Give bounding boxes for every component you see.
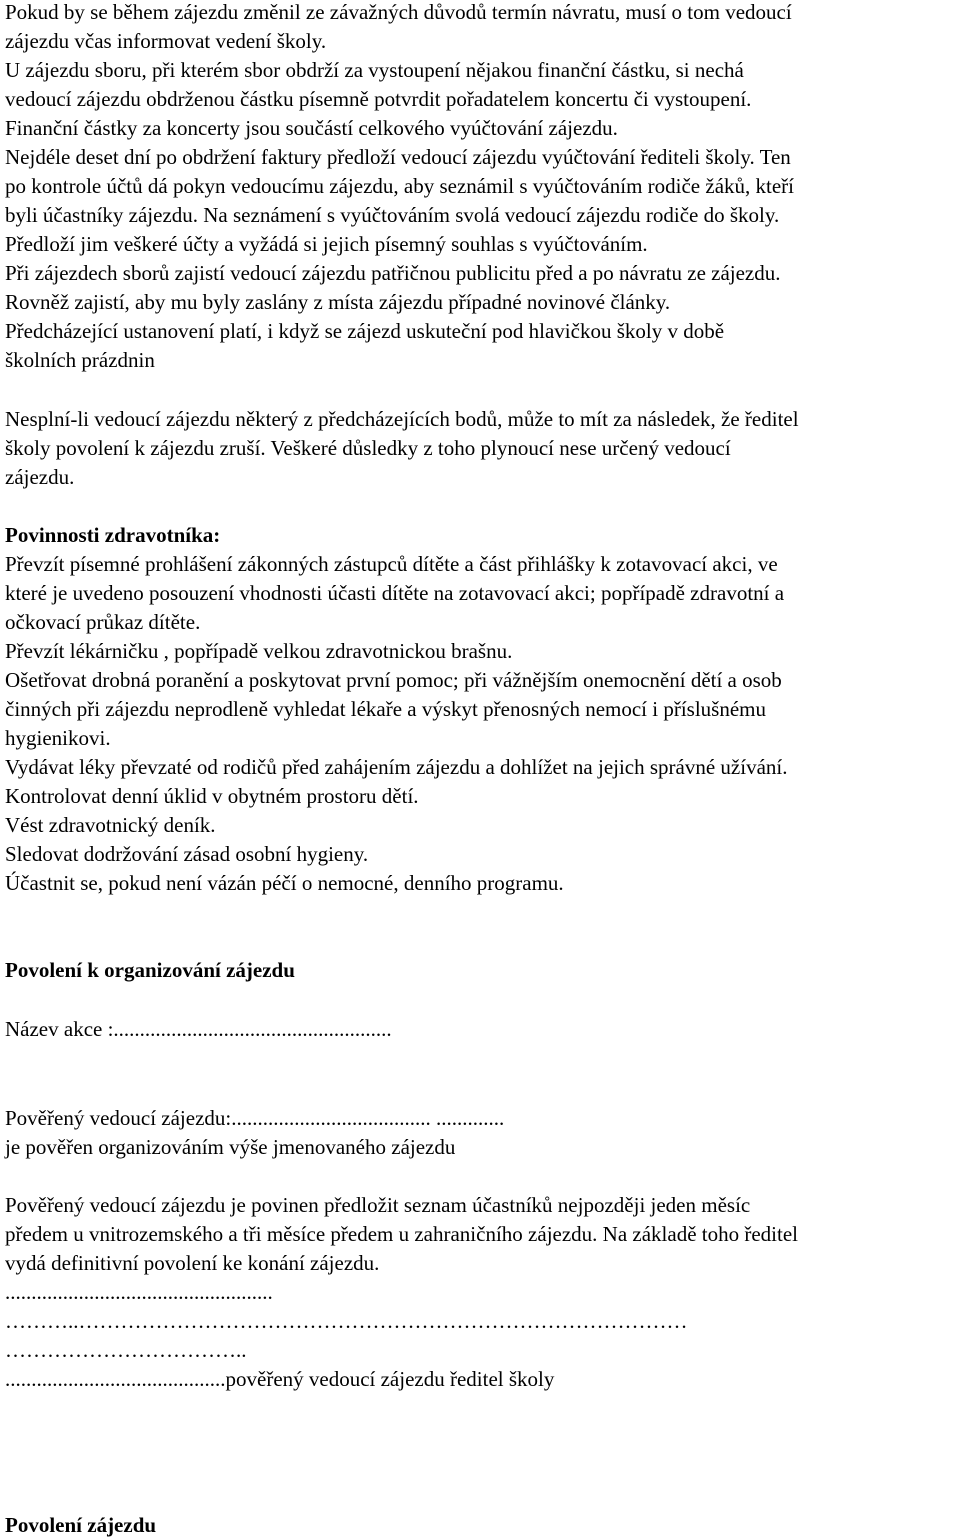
text-line: Finanční částky za koncerty jsou součástí celkového vyúčtování zájezdu. xyxy=(5,116,618,140)
text-line: činných při zájezdu neprodleně vyhledat lékaře a výskyt přenosných nemocí i příslušnému xyxy=(5,697,767,721)
nazev-akce-field: Název akce :..................................................... xyxy=(5,1017,392,1041)
text-line: byli účastníky zájezdu. Na seznámení s vyúčtováním svolá vedoucí zájezdu rodiče do školy. xyxy=(5,203,780,227)
text-line: očkovací průkaz dítěte. xyxy=(5,610,201,634)
text-line: zájezdu včas informovat vedení školy. xyxy=(5,29,327,53)
text-line: Předcházející ustanovení platí, i když se zájezd uskuteční pod hlavičkou školy v době xyxy=(5,319,725,343)
text-line: školních prázdnin xyxy=(5,348,155,372)
text-line: hygienikovi. xyxy=(5,726,111,750)
text-line: Převzít písemné prohlášení zákonných zástupců dítěte a část přihlášky k zotavovací akci, ve xyxy=(5,552,778,576)
text-line: Pokud by se během zájezdu změnil ze závažných důvodů termín návratu, musí o tom vedoucí xyxy=(5,0,792,24)
signature-line: ................................................... xyxy=(5,1280,273,1304)
text-line: Předloží jim veškeré účty a vyžádá si jejich písemný souhlas s vyúčtováním. xyxy=(5,232,648,256)
signature-caption: ..........................................pověřený vedoucí zájezdu ředitel školy xyxy=(5,1367,555,1391)
text-line: Převzít lékárničku , popřípadě velkou zdravotnickou brašnu. xyxy=(5,639,513,663)
text-line: Pověřený vedoucí zájezdu je povinen předložit seznam účastníků nejpozději jeden měsíc xyxy=(5,1193,751,1217)
text-line: Rovněž zajistí, aby mu byly zaslány z místa zájezdu případné novinové články. xyxy=(5,290,671,314)
text-line: které je uvedeno posouzení vhodnosti účasti dítěte na zotavovací akci; popřípadě zdravotní a xyxy=(5,581,785,605)
text-line: Vydávat léky převzaté od rodičů před zahájením zájezdu a dohlížet na jejich správné užívání. xyxy=(5,755,788,779)
section-heading: Povolení k organizování zájezdu xyxy=(5,958,295,982)
text-line: školy povolení k zájezdu zruší. Veškeré důsledky z toho plynoucí nese určený vedoucí xyxy=(5,436,731,460)
text-line: Při zájezdech sborů zajistí vedoucí zájezdu patřičnou publicitu před a po návratu ze zájezdu. xyxy=(5,261,781,285)
povereny-vedouci-field: Pověřený vedoucí zájezdu:...................................... ............. xyxy=(5,1106,505,1130)
text-line: předem u vnitrozemského a tři měsíce předem u zahraničního zájezdu. Na základě toho ředitel xyxy=(5,1222,798,1246)
section-heading: Povolení zájezdu xyxy=(5,1513,157,1537)
text-line: po kontrole účtů dá pokyn vedoucímu zájezdu, aby seznámil s vyúčtováním rodiče žáků, kteří xyxy=(5,174,795,198)
text-line: vedoucí zájezdu obdrženou částku písemně potvrdit pořadatelem koncertu či vystoupení. xyxy=(5,87,752,111)
text-line: Účastnit se, pokud není vázán péčí o nemocné, denního programu. xyxy=(5,871,564,895)
text-line: je pověřen organizováním výše jmenovaného zájezdu xyxy=(5,1135,456,1159)
text-line: Sledovat dodržování zásad osobní hygieny. xyxy=(5,842,369,866)
signature-line: ………..…………………………………………………………………………… xyxy=(5,1309,688,1333)
text-line: Ošetřovat drobná poranění a poskytovat první pomoc; při vážnějším onemocnění dětí a osob xyxy=(5,668,782,692)
signature-line: …………………………….. xyxy=(5,1338,247,1362)
text-line: zájezdu. xyxy=(5,465,75,489)
text-line: Nesplní-li vedoucí zájezdu některý z předcházejících bodů, může to mít za následek, že ředitel xyxy=(5,407,799,431)
text-line: vydá definitivní povolení ke konání zájezdu. xyxy=(5,1251,380,1275)
text-line: Nejdéle deset dní po obdržení faktury předloží vedoucí zájezdu vyúčtování řediteli školy. Ten xyxy=(5,145,791,169)
text-line: Vést zdravotnický deník. xyxy=(5,813,216,837)
section-heading: Povinnosti zdravotníka: xyxy=(5,523,221,547)
text-line: Kontrolovat denní úklid v obytném prostoru dětí. xyxy=(5,784,419,808)
text-line: U zájezdu sboru, při kterém sbor obdrží za vystoupení nějakou finanční částku, si nechá xyxy=(5,58,744,82)
